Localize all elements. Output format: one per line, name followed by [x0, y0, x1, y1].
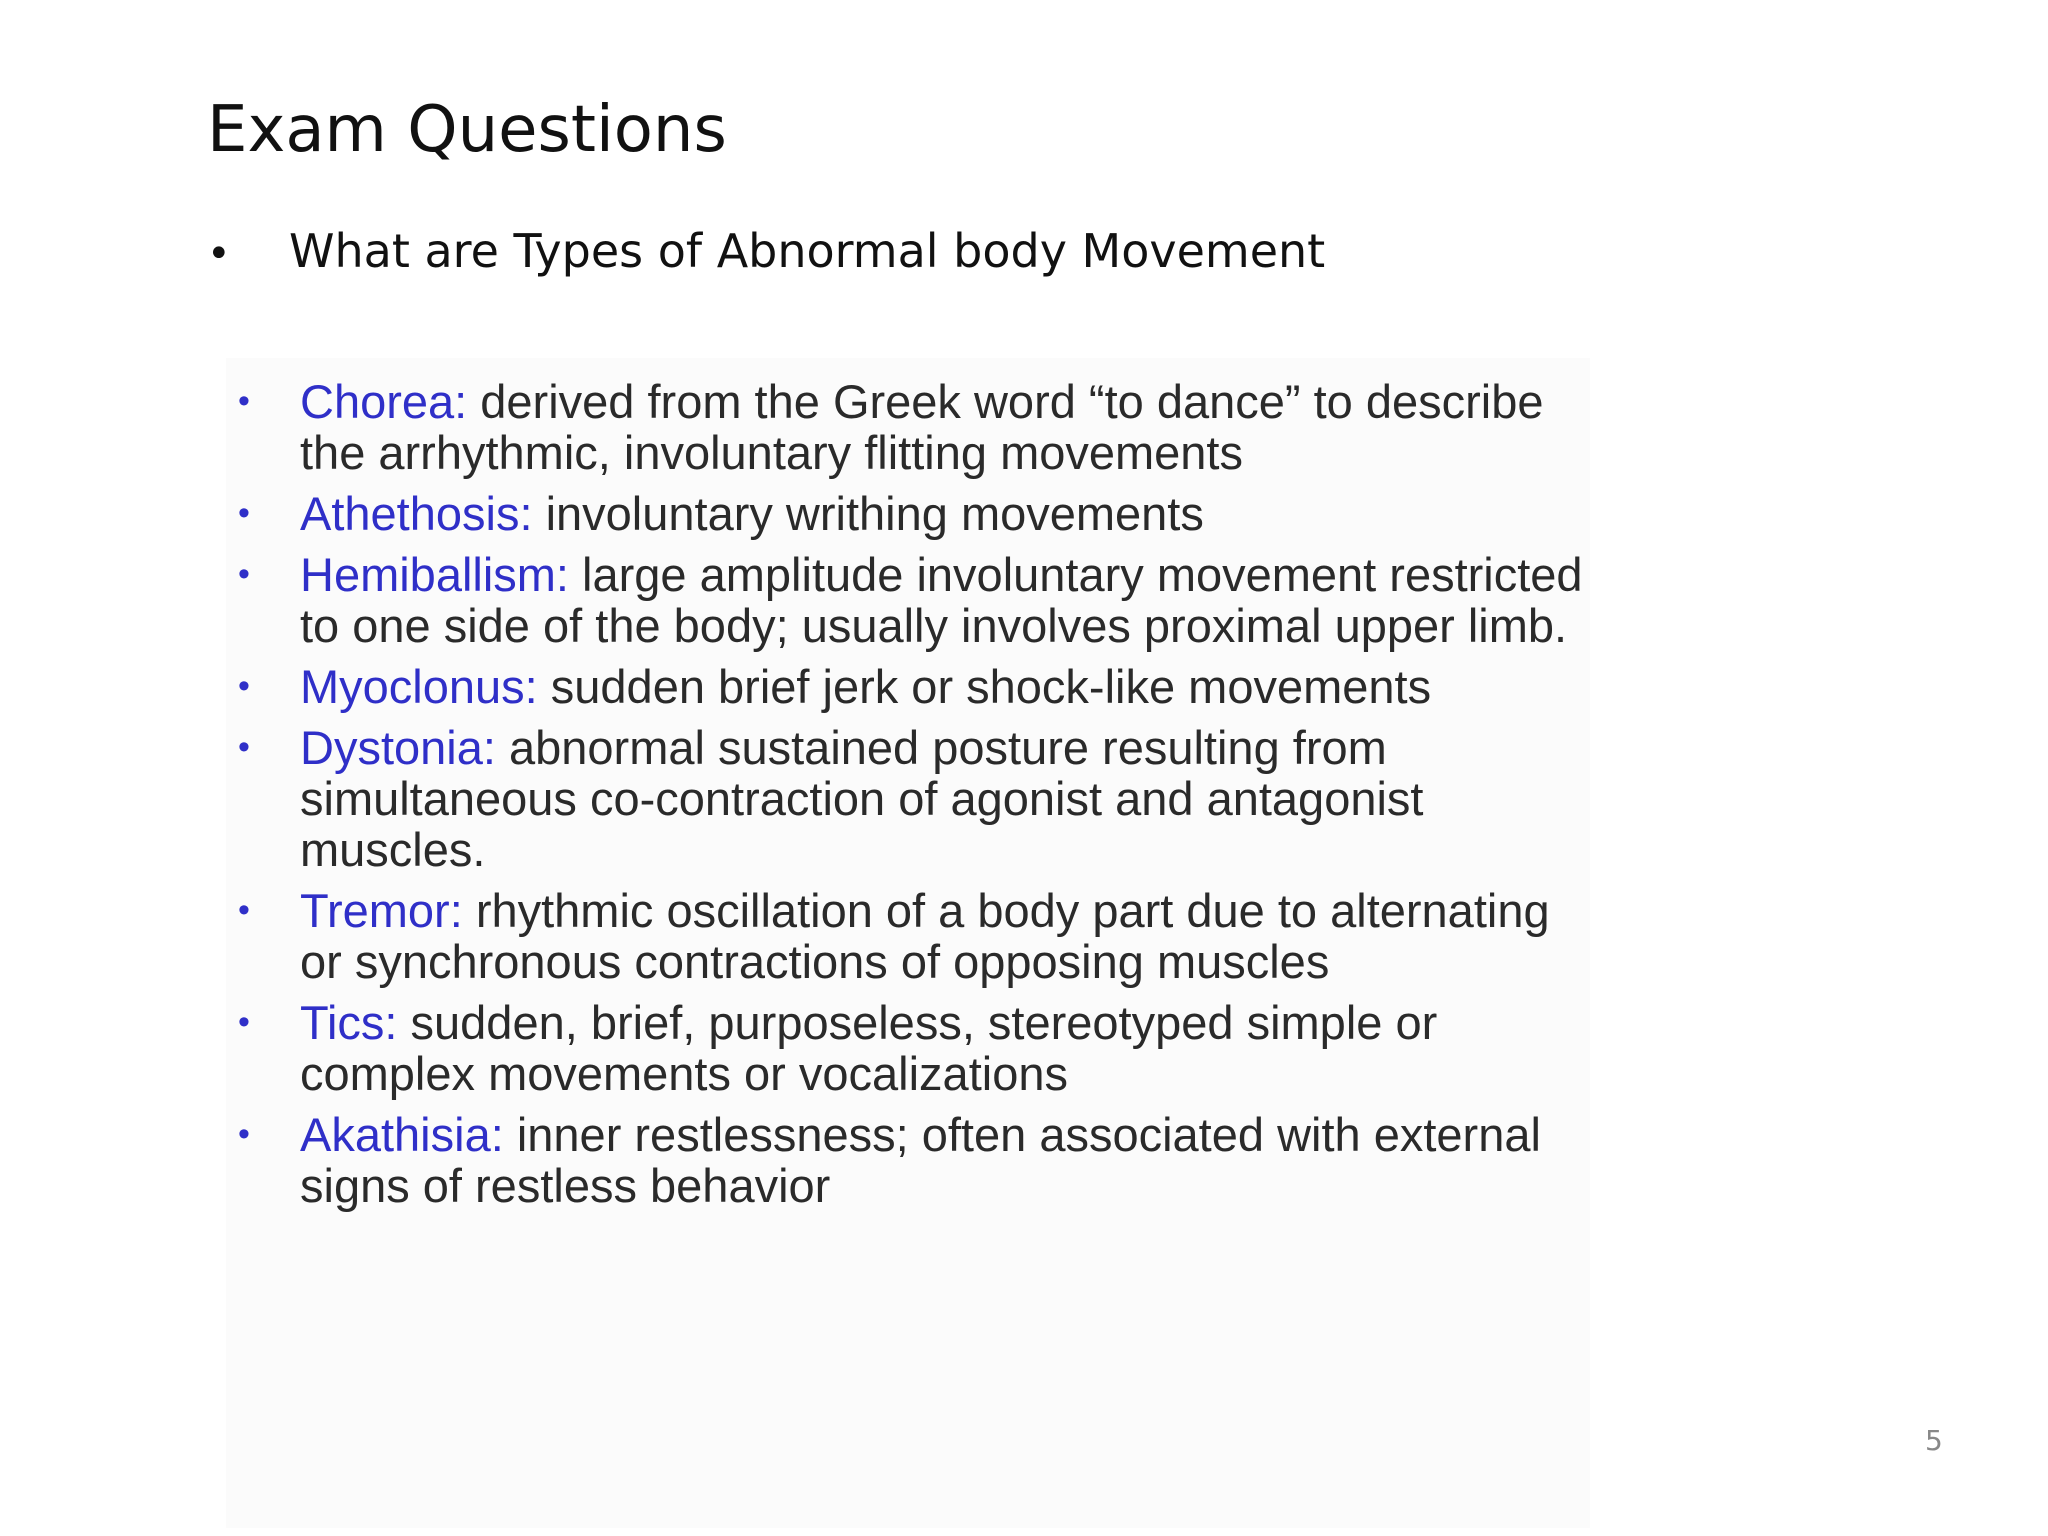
definition-term: Myoclonus:: [300, 660, 538, 713]
definition-text: sudden brief jerk or shock-like movements: [537, 660, 1432, 713]
definition-item: [236, 885, 1596, 987]
bullet-icon: •: [238, 667, 250, 705]
definition-term: Tremor:: [300, 884, 463, 937]
definition-item: [236, 722, 1596, 875]
question-bullet-item: [207, 222, 1325, 282]
bullet-icon: •: [238, 494, 250, 532]
definition-text: abnormal sustained posture resulting from simultaneous co-contraction of agonist and antagonist muscles.: [300, 721, 1424, 876]
definition-term: Akathisia:: [300, 1108, 504, 1161]
definition-item: [236, 549, 1596, 651]
definition-text: involuntary writhing movements: [532, 487, 1204, 540]
definition-item: [236, 488, 1596, 539]
slide-title: Exam Questions: [207, 93, 727, 167]
definition-item: [236, 1109, 1596, 1211]
bullet-icon: •: [207, 231, 231, 277]
definition-item: [236, 376, 1596, 478]
bullet-icon: •: [238, 1115, 250, 1153]
definition-text: sudden, brief, purposeless, stereotyped simple or complex movements or vocalizations: [300, 996, 1438, 1100]
definition-term: Tics:: [300, 996, 398, 1049]
definitions-list: [236, 376, 1596, 1221]
question-text: What are Types of Abnormal body Movement: [289, 224, 1326, 278]
definition-term: Athethosis:: [300, 487, 533, 540]
definition-text: derived from the Greek word “to dance” to describe the arrhythmic, involuntary flitting movements: [300, 375, 1544, 479]
bullet-icon: •: [238, 891, 250, 929]
bullet-icon: •: [238, 382, 250, 420]
definition-text: inner restlessness; often associated with external signs of restless behavior: [300, 1108, 1541, 1212]
definition-text: rhythmic oscillation of a body part due to alternating or synchronous contractions of opposing muscles: [300, 884, 1550, 988]
bullet-icon: •: [238, 555, 250, 593]
definition-item: [236, 997, 1596, 1099]
definition-term: Hemiballism:: [300, 548, 569, 601]
definition-term: Dystonia:: [300, 721, 496, 774]
page-number: 5: [1925, 1424, 1943, 1457]
definition-item: [236, 661, 1596, 712]
bullet-icon: •: [238, 1003, 250, 1041]
definition-term: Chorea:: [300, 375, 468, 428]
definition-text: large amplitude involuntary movement restricted to one side of the body; usually involves proximal upper limb.: [300, 548, 1583, 652]
bullet-icon: •: [238, 728, 250, 766]
